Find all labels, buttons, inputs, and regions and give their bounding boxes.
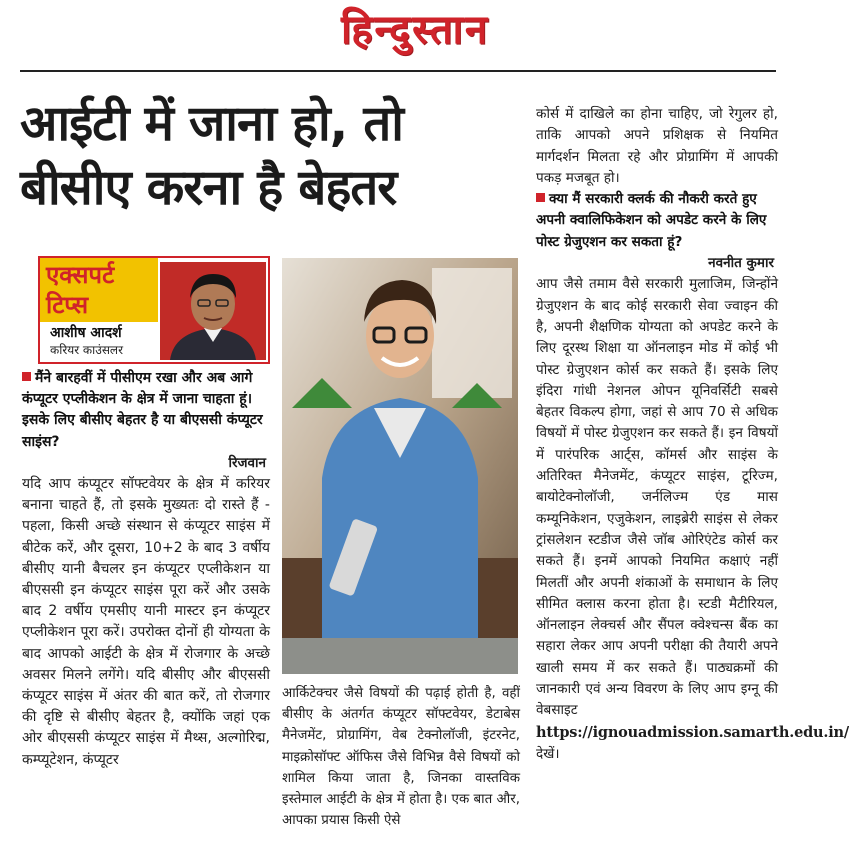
question-1-text: मैंने बारहवीं में पीसीएम रखा और अब आगे कंप्यूटर एप्लीकेशन के क्षेत्र में जाना चाहता हूं। इसके लिए बीसीए बेहतर है या बीएससी कंप्यूटर साइंस? [22, 370, 263, 450]
answer-1-part1: यदि आप कंप्यूटर सॉफ्टवेयर के क्षेत्र में करियर बनाना चाहते हैं, तो इसके मुख्यतः दो रास्ते हैं - पहला, किसी अच्छे संस्थान से कंप्यूटर साइंस में बीटेक करें, और दूसरा, 10+2 के बाद 3 वर्षीय बीसीए यानी बैचलर इन कंप्यूटर एप्लीकेशन या बीएससी इन कंप्यूटर साइंस पूरा करें और उसके बाद 2 वर्षीय एमसीए यानी मास्टर इन कंप्यूटर एप्लीकेशन पूरा करें। उपरोक्त दोनों ही योग्यता के बाद आपको आईटी के क्षेत्र में रोजगार के अच्छे अवसर मिलने लगेंगे। यदि बीसीए और बीएससी कंप्यूटर साइंस में अंतर की बात करें, तो रोजगार की दृष्टि से बीसीए बेहतर है, क्योंकि जहां एक ओर बीएससी कंप्यूटर साइंस में मैथ्स, अल्गोरिद्म, कम्प्यूटेशन, कंप्यूटर [22, 476, 270, 768]
article-headline: आईटी में जाना हो, तो बीसीए करना है बेहतर [20, 95, 403, 216]
question-1 [22, 368, 270, 453]
article-column-left [22, 368, 270, 771]
answer-1-part3: कोर्स में दाखिले का होना चाहिए, जो रेगुलर हो, ताकि आपको अपने प्रशिक्षक से नियमित मार्गदर्शन मिलता रहे और प्रोग्रामिंग में आपकी पकड़ मजबूत हो। [536, 106, 778, 186]
question-2-text: क्या मैं सरकारी क्लर्क की नौकरी करते हुए अपनी क्वालिफिकेशन को अपडेट करने के लिए पोस्ट ग्रेजुएशन कर सकता हूं? [536, 191, 767, 250]
masthead [0, 0, 794, 62]
expert-name: आशीष आदर्श [50, 325, 122, 341]
newspaper-logo: हिन्दुस्तान [340, 6, 490, 53]
expert-label-line1: एक्सपर्ट [46, 261, 115, 289]
expert-portrait-icon [160, 262, 266, 360]
masthead-divider [20, 70, 776, 72]
answer-2-text: आप जैसे तमाम वैसे सरकारी मुलाजिम, जिन्होंने ग्रेजुएशन के बाद कोई सरकारी सेवा ज्वाइन की है, अपनी शैक्षणिक योग्यता को अपडेट करने के लिए दूरस्थ शिक्षा या ऑनलाइन मोड में कोई भी पोस्ट ग्रेजुएशन कोर्स कर सकते हैं। इसके लिए इंदिरा गांधी नेशनल ओपन यूनिवर्सिटी सबसे बेहतर विकल्प होगा, जहां से आप 70 से अधिक विषयों में पोस्ट ग्रेजुएशन कर सकते हैं। इन विषयों में पारंपरिक आर्ट्स, कॉमर्स और साइंस के अतिरिक्त मैनेजमेंट, कंप्यूटर साइंस, टूरिज्म, बायोटेक्नोलॉजी, जर्नलिज्म एंड मास कम्यूनिकेशन, एजुकेशन, लाइब्रेरी साइंस से लेकर ट्रांसलेशन स्टडीज जैसे जॉब ओरिएंटेड कोर्स कर सकते हैं। इनमें आपको नियमित कक्षाएं नहीं मिलतीं और अपनी शंकाओं के समाधान के लिए सीमित क्लास करना होता है। स्टडी मैटीरियल, ऑनलाइन लेक्चर्स और सैंपल क्वेश्चन्स बैंक का सहारा लेकर आप अपनी परीक्षा की तैयारी अपने खाली समय में कर सकते हैं। पाठ्यक्रमों की जानकारी एवं अन्य विवरण के लिए आप इग्नू की वेबसाइट [536, 276, 778, 719]
article-photo-student-with-laptop [282, 258, 518, 674]
question-bullet-icon [536, 193, 545, 202]
expert-role: करियर काउंसलर [50, 343, 123, 357]
article-column-right [536, 104, 849, 765]
ignou-website-link[interactable]: https://ignouadmission.samarth.edu.in/ [536, 723, 849, 741]
expert-label [46, 260, 156, 320]
answer-1-part2: आर्किटेक्चर जैसे विषयों की पढ़ाई होती है, वहीं बीसीए के अंतर्गत कंप्यूटर सॉफ्टवेयर, डेटाबेस मैनेजमेंट, प्रोग्रामिंग, वेब टेक्नोलॉजी, इंटरनेट, माइक्रोसॉफ्ट ऑफिस जैसे विभिन्न वैसे विषयों को शामिल किया जाता है, जिनका वास्तविक इस्तेमाल आईटी के क्षेत्र में होता है। एक बात और, आपका प्रयास किसी ऐसे [282, 686, 520, 829]
question-1-asker: रिजवान [228, 454, 266, 471]
question-2-asker: नवनीत कुमार [708, 255, 774, 272]
student-photo-icon [282, 258, 518, 674]
answer-2 [536, 274, 849, 765]
expert-tips-box [38, 256, 270, 364]
question-bullet-icon [22, 372, 31, 381]
answer-2-suffix: देखें। [536, 745, 560, 762]
question-2 [536, 189, 778, 253]
expert-label-line2: टिप्स [46, 291, 89, 319]
expert-portrait-photo [160, 262, 266, 360]
